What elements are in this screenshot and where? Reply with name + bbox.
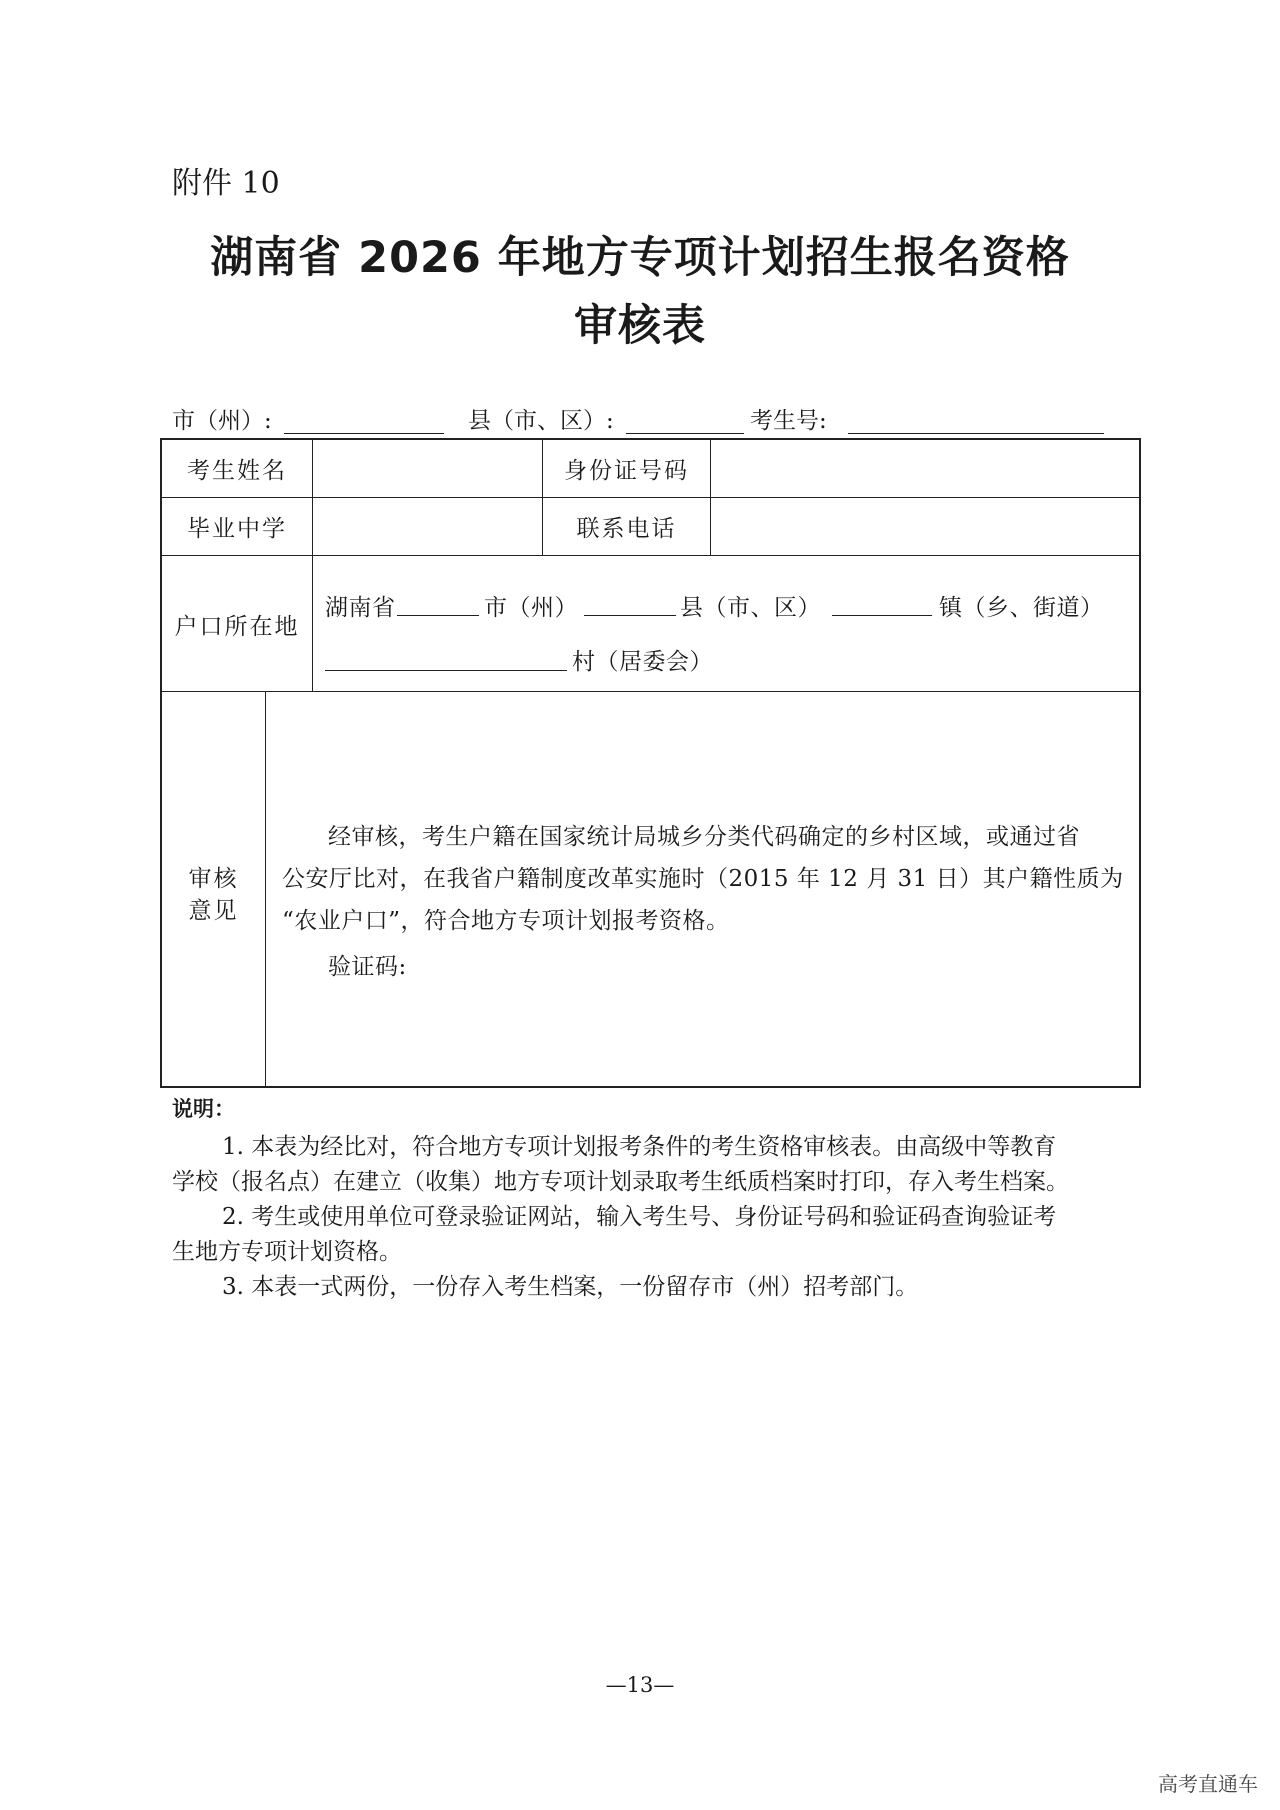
review-label-line-2: 意见	[188, 898, 239, 924]
note-1-line-2: 学校（报名点）在建立（收集）地方专项计划录取考生纸质档案时打印，存入考生档案。	[172, 1169, 1069, 1195]
county-label: 县（市、区）:	[468, 408, 614, 434]
note-1-line-1: 1. 本表为经比对，符合地方专项计划报考条件的考生资格审核表。由高级中等教育	[222, 1134, 1057, 1160]
review-table	[160, 438, 1141, 1088]
school-field[interactable]	[314, 498, 541, 554]
exam-no-label: 考生号:	[750, 408, 827, 434]
note-2-line-1: 2. 考生或使用单位可登录验证网站，输入考生号、身份证号码和验证码查询验证考	[222, 1204, 1057, 1230]
name-field[interactable]	[314, 440, 541, 496]
hukou-village-field[interactable]	[325, 670, 567, 671]
note-3-line-1: 3. 本表一式两份，一份存入考生档案，一份留存市（州）招考部门。	[222, 1274, 919, 1300]
notes-heading: 说明：	[172, 1097, 235, 1121]
form-title-line-1: 湖南省 2026 年地方专项计划招生报名资格	[210, 233, 1070, 283]
phone-label: 联系电话	[576, 516, 677, 542]
hukou-city-label: 市（州）	[484, 595, 578, 621]
review-opinion-line-1: 经审核，考生户籍在国家统计局城乡分类代码确定的乡村区域，或通过省	[328, 824, 1080, 850]
school-label: 毕业中学	[187, 516, 287, 542]
form-title-line-2: 审核表	[574, 301, 706, 351]
hukou-province: 湖南省	[325, 595, 396, 621]
hukou-village-label: 村（居委会）	[572, 649, 713, 675]
note-2-line-2: 生地方专项计划资格。	[172, 1239, 402, 1265]
col-divider	[265, 691, 266, 1088]
col-divider	[312, 440, 313, 691]
review-opinion-line-3: “农业户口”，符合地方专项计划报考资格。	[282, 908, 730, 934]
city-field[interactable]	[284, 433, 444, 434]
id-number-field[interactable]	[712, 440, 1140, 496]
attachment-label: 附件 10	[172, 166, 280, 201]
hukou-town-label: 镇（乡、街道）	[939, 595, 1104, 621]
page-number: —13—	[605, 1673, 675, 1697]
hukou-town-field[interactable]	[832, 615, 932, 616]
hukou-county-label: 县（市、区）	[680, 595, 821, 621]
city-label: 市（州）:	[172, 408, 272, 434]
verify-code-label: 验证码:	[328, 954, 407, 980]
id-number-label: 身份证号码	[564, 458, 689, 484]
row-divider	[162, 691, 1141, 692]
hukou-city-field[interactable]	[397, 615, 479, 616]
col-divider	[710, 440, 711, 555]
hukou-county-field[interactable]	[584, 615, 676, 616]
hukou-label: 户口所在地	[174, 614, 300, 640]
exam-no-field[interactable]	[848, 433, 1104, 434]
county-field[interactable]	[626, 433, 744, 434]
watermark-text: 高考直通车	[1158, 1772, 1258, 1796]
phone-field[interactable]	[712, 498, 1140, 554]
review-opinion-line-2: 公安厅比对，在我省户籍制度改革实施时（2015 年 12 月 31 日）其户籍性质为	[282, 866, 1124, 892]
name-label: 考生姓名	[187, 458, 287, 484]
review-label-line-1: 审核	[188, 866, 239, 892]
row-divider	[162, 555, 1141, 556]
